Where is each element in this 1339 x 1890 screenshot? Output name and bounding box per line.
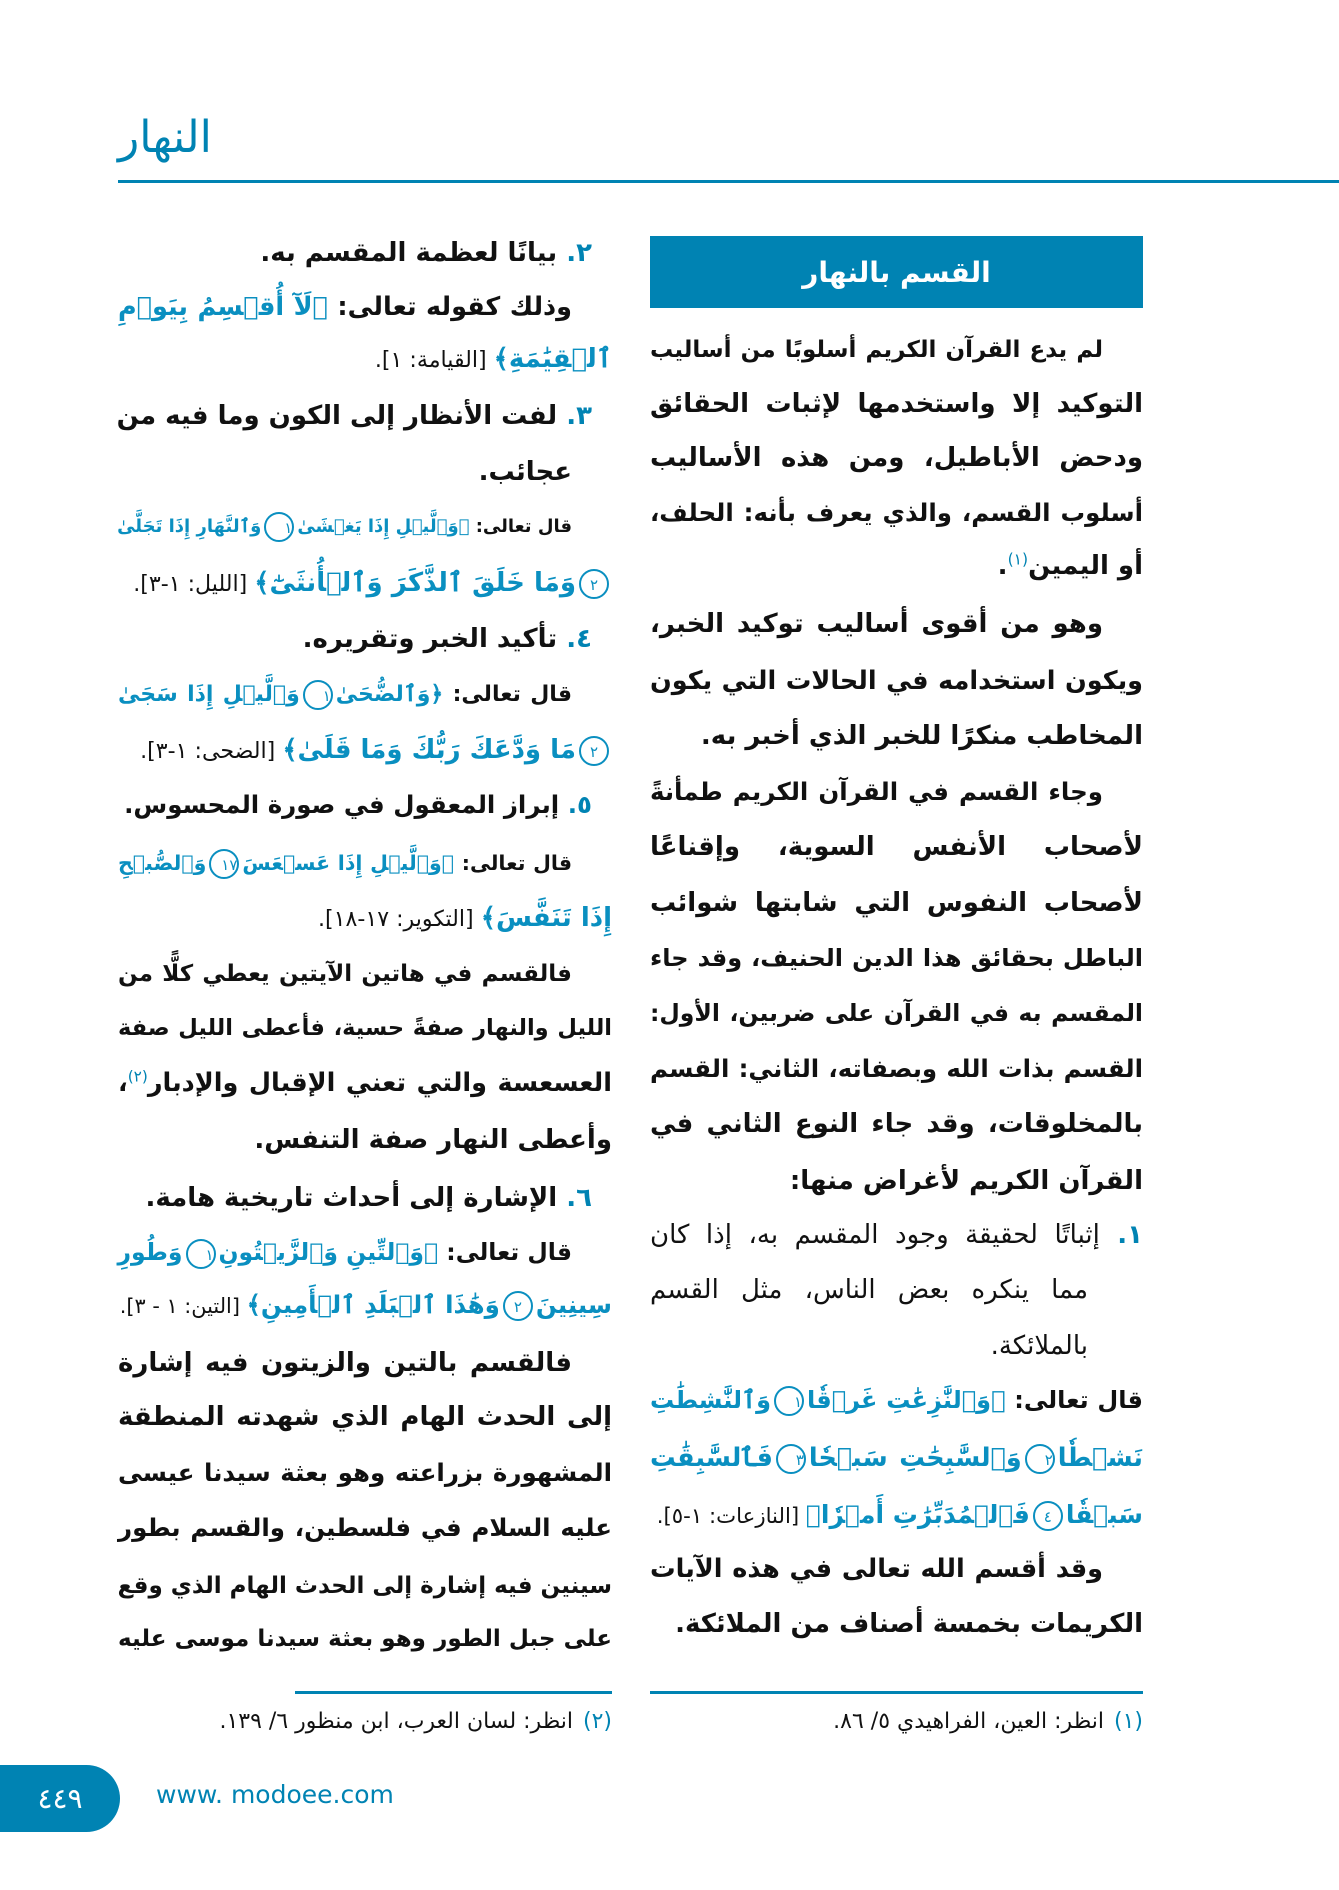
quran-verse: ﴿وَٱلتِّينِ وَٱلزَّيۡتُونِ	[218, 1238, 439, 1266]
quran-verse: وَهَٰذَا ٱلۡبَلَدِ ٱلۡأَمِينِ﴾	[246, 1290, 500, 1319]
text-line	[650, 1372, 1143, 1428]
text-line	[650, 538, 1143, 594]
footnote-number: (٢)	[582, 1709, 612, 1734]
body-text: لأصحاب النفوس التي شابتها شوائب	[650, 888, 1143, 918]
body-text: فالقسم بالتين والزيتون فيه إشارة	[118, 1348, 572, 1378]
list-number: ١.	[1099, 1220, 1143, 1250]
body-text: وجاء القسم في القرآن الكريم طمأنةً	[650, 777, 1103, 806]
text-line	[650, 1153, 1143, 1209]
text-line	[118, 1500, 612, 1556]
text-line	[650, 485, 1143, 541]
footnote-text: انظر: العين، الفراهيدي ٥/ ٨٦.	[833, 1709, 1104, 1734]
body-text: أو اليمين	[1028, 551, 1143, 581]
text-line	[650, 819, 1143, 875]
body-text: قال تعالى:	[469, 516, 572, 537]
ayah-number-marker: ٢	[579, 569, 609, 599]
footnote-rule-right	[650, 1691, 1143, 1694]
text-line	[650, 1596, 1143, 1652]
ayah-number-marker: ٢	[579, 736, 609, 766]
footnote-2	[219, 1704, 612, 1740]
text-line	[118, 499, 572, 555]
text-line	[650, 1430, 1143, 1486]
footnote-ref: (٢)	[127, 1067, 148, 1086]
citation: [التين: ١ - ٣].	[119, 1294, 247, 1318]
quran-verse: ﴿وَٱلَّيۡلِ إِذَا يَغۡشَىٰ	[297, 516, 470, 537]
text-line	[650, 1318, 1088, 1374]
body-text: الكريمات بخمسة أصناف من الملائكة.	[675, 1609, 1143, 1639]
body-text: العسعسة والتي تعني الإقبال والإدبار	[147, 1068, 612, 1098]
citation: [التكوير: ١٧-١٨].	[317, 906, 481, 932]
section-heading	[650, 236, 1143, 308]
body-text: عليه السلام في فلسطين، والقسم بطور	[118, 1513, 612, 1542]
text-line	[650, 764, 1103, 820]
quran-verse: مَا وَدَّعَكَ رَبُّكَ وَمَا قَلَىٰ﴾	[282, 735, 576, 765]
text-line	[118, 1112, 612, 1168]
text-line	[118, 777, 592, 833]
quran-verse: ﴿وَٱلنَّٰزِعَٰتِ غَرۡقٗا	[807, 1386, 1006, 1414]
ayah-number-marker: ٢	[503, 1291, 533, 1321]
body-text: إثباتًا لحقيقة وجود المقسم به، إذا كان	[650, 1220, 1100, 1250]
body-text: وذلك كقوله تعالى:	[327, 292, 572, 322]
quran-verse: وَٱلنَّٰشِطَٰتِ	[650, 1386, 771, 1414]
body-text: قال تعالى:	[443, 682, 572, 707]
body-text: لفت الأنظار إلى الكون وما فيه من	[116, 401, 558, 431]
text-line	[650, 1487, 1143, 1543]
body-text: المشهورة بزراعته وهو بعثة سيدنا عيسى	[118, 1458, 612, 1487]
text-line	[650, 930, 1143, 986]
text-line	[650, 376, 1143, 432]
body-text: سينين فيه إشارة إلى الحدث الهام الذي وقع	[117, 1573, 612, 1599]
text-line	[118, 1055, 612, 1111]
body-text: التوكيد إلا واستخدمها لإثبات الحقائق	[650, 389, 1143, 419]
text-line	[118, 667, 572, 723]
text-line	[650, 1262, 1088, 1318]
text-line	[118, 225, 592, 281]
header-rule	[118, 180, 1339, 183]
body-text: مما ينكره بعض الناس، مثل القسم	[650, 1275, 1088, 1305]
body-text: على جبل الطور وهو بعثة سيدنا موسى عليه	[118, 1626, 612, 1652]
body-text: لأصحاب الأنفس السوية، وإقناعًا	[650, 832, 1143, 862]
section-heading-text: القسم بالنهار	[802, 255, 991, 289]
text-line	[118, 1611, 612, 1667]
running-header-title: النهار	[118, 112, 212, 163]
text-line	[118, 1335, 572, 1391]
quran-verse: سَبۡقٗا	[1065, 1500, 1143, 1529]
body-text: ودحض الأباطيل، ومن هذه الأساليب	[650, 443, 1143, 473]
ayah-number-marker: ١	[774, 1386, 804, 1416]
quran-verse: وَٱلصُّبۡحِ	[118, 851, 207, 875]
text-line	[650, 653, 1143, 709]
text-line	[118, 1000, 612, 1056]
body-text: بيانًا لعظمة المقسم به.	[260, 238, 558, 268]
text-line	[118, 1445, 612, 1501]
ayah-number-marker: ١	[303, 680, 333, 710]
text-line	[650, 596, 1103, 652]
body-text: تأكيد الخبر وتقريره.	[302, 624, 558, 654]
footnote-rule-left	[295, 1691, 612, 1694]
footnote-1	[833, 1704, 1143, 1740]
text-line	[650, 1096, 1143, 1152]
body-text: القسم بذات الله وبصفاته، الثاني: القسم	[650, 1054, 1143, 1083]
text-line	[118, 1170, 592, 1226]
ayah-number-marker: ١	[186, 1239, 216, 1269]
list-number: ٦.	[557, 1183, 592, 1213]
quran-verse: سِينِينَ	[535, 1290, 612, 1319]
footnote-text: انظر: لسان العرب، ابن منظور ٦/ ١٣٩.	[219, 1709, 573, 1734]
text-line	[118, 1224, 572, 1280]
text-line	[650, 985, 1143, 1041]
citation: [النازعات: ١-٥].	[656, 1504, 806, 1529]
citation: [الضحى: ١-٣].	[140, 738, 283, 764]
ayah-number-marker: ١	[264, 512, 294, 542]
text-line	[118, 388, 592, 444]
text-line	[118, 555, 612, 611]
body-text: قال تعالى:	[438, 1238, 572, 1266]
list-number: ٢.	[557, 238, 592, 268]
body-text: بالمخلوقات، وقد جاء النوع الثاني في	[650, 1109, 1143, 1139]
text-line	[118, 890, 612, 946]
text-line	[650, 1541, 1103, 1597]
quran-verse: فَٱلۡمُدَبِّرَٰتِ أَمۡرٗا﴾	[805, 1500, 1030, 1529]
quran-verse: فَٱلسَّٰبِقَٰتِ	[650, 1443, 773, 1473]
citation: [القيامة: ١].	[374, 347, 494, 373]
ayah-number-marker: ٢	[1025, 1444, 1055, 1474]
body-text: ويكون استخدامه في الحالات التي يكون	[650, 666, 1143, 696]
quran-verse: ﴿لَآ أُقۡسِمُ بِيَوۡمِ	[118, 292, 328, 322]
body-text: .	[997, 551, 1008, 581]
quran-verse: ﴿وَٱلَّيۡلِ إِذَا عَسۡعَسَ	[242, 851, 455, 875]
website-url: www. modoee.com	[156, 1780, 394, 1809]
text-line	[650, 875, 1143, 931]
page-number-badge	[0, 1765, 120, 1832]
quran-verse: وَٱلَّيۡلِ إِذَا سَجَىٰ	[118, 682, 300, 707]
body-text: بالملائكة.	[990, 1331, 1088, 1361]
body-text: ،	[118, 1068, 128, 1098]
body-text: وهو من أقوى أساليب توكيد الخبر،	[650, 609, 1103, 639]
body-text: قال تعالى:	[454, 851, 572, 875]
quran-verse: وَطُورِ	[117, 1238, 183, 1266]
body-text: فالقسم في هاتين الآيتين يعطي كلًّا من	[118, 961, 572, 987]
body-text: الباطل بحقائق هذا الدين الحنيف، وقد جاء	[650, 944, 1143, 972]
text-line	[118, 1558, 612, 1614]
text-line	[118, 279, 572, 335]
ayah-number-marker: ٤	[1033, 1501, 1063, 1531]
list-number: ٥.	[559, 790, 592, 819]
text-line	[118, 722, 612, 778]
footnote-number: (١)	[1113, 1709, 1143, 1734]
text-line	[650, 1041, 1143, 1097]
citation: [الليل: ١-٣].	[133, 571, 255, 597]
text-line	[650, 430, 1143, 486]
ayah-number-marker: ٣	[776, 1444, 806, 1474]
body-text: الليل والنهار صفةً حسية، فأعطى الليل صفة	[118, 1015, 612, 1041]
page-number: ٤٤٩	[37, 1782, 83, 1815]
body-text: وأعطى النهار صفة التنفس.	[254, 1125, 612, 1155]
body-text: المقسم به في القرآن على ضربين، الأول:	[650, 999, 1143, 1027]
quran-verse: نَشۡطٗا	[1057, 1443, 1143, 1473]
text-line	[118, 946, 572, 1002]
body-text: الإشارة إلى أحداث تاريخية هامة.	[145, 1183, 558, 1213]
text-line	[650, 322, 1103, 378]
body-text: قال تعالى:	[1005, 1386, 1143, 1414]
body-text: القرآن الكريم لأغراض منها:	[789, 1166, 1143, 1196]
text-line	[118, 331, 612, 387]
body-text: المخاطب منكرًا للخبر الذي أخبر به.	[700, 721, 1143, 751]
text-line	[118, 611, 592, 667]
body-text: عجائب.	[478, 457, 572, 487]
footnote-ref: (١)	[1007, 550, 1029, 569]
ayah-number-marker: ١٧	[209, 849, 239, 879]
quran-verse: وَٱلسَّٰبِحَٰتِ سَبۡحٗا	[808, 1443, 1022, 1473]
text-line	[118, 835, 572, 891]
body-text: أسلوب القسم، والذي يعرف بأنه: الحلف،	[650, 498, 1143, 527]
text-line	[118, 1277, 612, 1333]
text-line	[118, 444, 572, 500]
body-text: وقد أقسم الله تعالى في هذه الآيات	[650, 1554, 1103, 1584]
text-line	[650, 708, 1143, 764]
body-text: إبراز المعقول في صورة المحسوس.	[124, 790, 560, 819]
list-number: ٣.	[557, 401, 592, 431]
body-text: إلى الحدث الهام الذي شهدته المنطقة	[118, 1402, 612, 1432]
text-line	[650, 1207, 1143, 1263]
quran-verse: وَمَا خَلَقَ ٱلذَّكَرَ وَٱلۡأُنثَىٰٓ﴾	[254, 568, 576, 598]
quran-verse: ٱلۡقِيَٰمَةِ﴾	[493, 344, 612, 374]
quran-verse: ﴿وَٱلضُّحَىٰ	[335, 682, 444, 707]
quran-verse: إِذَا تَنَفَّسَ﴾	[480, 903, 612, 933]
list-number: ٤.	[557, 624, 592, 654]
body-text: لم يدع القرآن الكريم أسلوبًا من أساليب	[650, 337, 1103, 363]
quran-verse: وَٱلنَّهَارِ إِذَا تَجَلَّىٰ	[117, 516, 262, 537]
text-line	[118, 1389, 612, 1445]
